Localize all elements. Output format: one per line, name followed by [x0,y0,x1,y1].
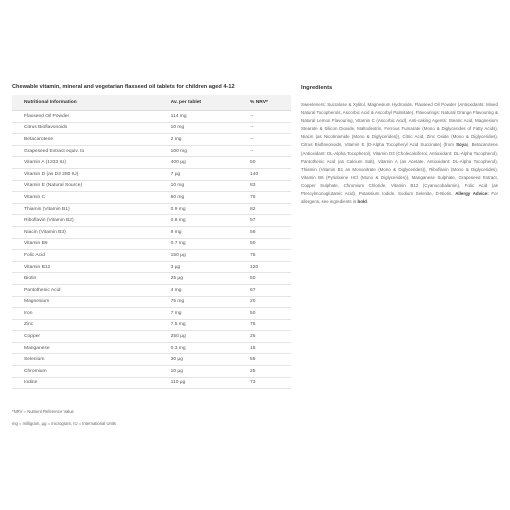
footnote-units: mg = milligram, µg = microgram, IU = International Units [12,421,116,426]
nutrient-name: Manganese [12,342,159,354]
nutrient-name: Selenium [12,354,159,366]
nutrient-name: Thiamin (Vitamin B1) [12,203,159,215]
nutrient-name: Vitamin D (as D3 280 IU) [12,168,159,180]
table-row [12,366,291,378]
nutrient-name: Flaxseed Oil Powder [12,111,159,123]
table-title: Chewable vitamin, mineral and vegetarian flaxseed oil tablets for children aged 4-12 [12,84,235,90]
nrv-percent: 75 [238,250,291,262]
nrv-percent: 120 [238,261,291,273]
amount-per-tablet: 250 µg [159,331,238,343]
nutrient-name: Niacin (Vitamin B3) [12,226,159,238]
amount-per-tablet: 100 mg [159,145,238,157]
allergy-advice-end: . [366,199,369,205]
nrv-percent: 25 [238,366,291,378]
nrv-percent: 50 [238,238,291,250]
header-nrv: % NRV* [238,95,291,111]
amount-per-tablet: 0.8 mg [159,215,238,227]
nutrient-name: Grapeseed Extract equiv. to [12,145,159,157]
nutrient-name: Vitamin E (Natural Source) [12,180,159,192]
nutrient-name: Copper [12,331,159,343]
header-nutritional-information: Nutritional Information [12,95,159,111]
nutrient-name: Zinc [12,319,159,331]
table-row [12,319,291,331]
nrv-percent: 67 [238,284,291,296]
amount-per-tablet: 9 mg [159,226,238,238]
amount-per-tablet: 7.5 mg [159,319,238,331]
amount-per-tablet: 30 µg [159,354,238,366]
nutrient-name: Vitamin B12 [12,261,159,273]
table-row [12,226,291,238]
nrv-percent: 25 [238,331,291,343]
nutrient-name: Iodine [12,377,159,389]
amount-per-tablet: 2 mg [159,134,238,146]
nrv-percent: 57 [238,215,291,227]
amount-per-tablet: 110 µg [159,377,238,389]
nrv-percent: -- [238,111,291,123]
nrv-percent: -- [238,122,291,134]
nrv-percent: 50 [238,157,291,169]
table-row [12,157,291,169]
table-row [12,308,291,320]
nrv-percent: -- [238,134,291,146]
table-row [12,180,291,192]
table-row [12,284,291,296]
nutrient-name: Vitamin B6 [12,238,159,250]
table-row [12,261,291,273]
nutrient-name: Citrus Bioflavonoids [12,122,159,134]
table-row [12,331,291,343]
table-row [12,122,291,134]
amount-per-tablet: 0.7 mg [159,238,238,250]
table-row [12,215,291,227]
allergy-advice-label: Allergy Advice: [455,191,489,197]
amount-per-tablet: 4 mg [159,284,238,296]
nutrition-table [12,95,291,389]
header-av-per-tablet: Av. per tablet [159,95,238,111]
table-row [12,250,291,262]
amount-per-tablet: 7 µg [159,168,238,180]
table-row [12,145,291,157]
table-row [12,273,291,285]
table-row [12,377,291,389]
amount-per-tablet: 25 µg [159,273,238,285]
amount-per-tablet: 114 mg [159,111,238,123]
amount-per-tablet: 10 µg [159,366,238,378]
amount-per-tablet: 150 µg [159,250,238,262]
table-row [12,111,291,123]
nutrient-name: Vitamin A (1333 IU) [12,157,159,169]
table-row [12,192,291,204]
allergy-advice-bold: bold [357,199,367,205]
nrv-percent: 73 [238,377,291,389]
table-row [12,168,291,180]
nrv-percent: 15 [238,342,291,354]
table-row [12,342,291,354]
amount-per-tablet: 75 mg [159,296,238,308]
nutrient-name: Magnesium [12,296,159,308]
amount-per-tablet: 3 µg [159,261,238,273]
nrv-percent: -- [238,145,291,157]
amount-per-tablet: 10 mg [159,180,238,192]
nutrient-name: Biotin [12,273,159,285]
amount-per-tablet: 0.3 mg [159,342,238,354]
ingredients-text [301,101,498,206]
nutrient-name: Pantothenic Acid [12,284,159,296]
nutrient-name: Iron [12,308,159,320]
nrv-percent: 75 [238,192,291,204]
table-row [12,296,291,308]
ingredients-main: Sweeteners: Sucralose & Xylitol, Magnesium Hydroxide, Flaxseed Oil Powder (Antioxidants: Mixed Natural Tocopherols, Ascorbic Acid & Ascorbyl Palmitate), Flavourings: Natural Orange Flavouring & Natural Lemon Flavouring, Vitamin C (Ascorbic Acid), Anti-caking Agents: Stearic Acid, Magnesium Stearate & Silicon Dioxide, Maltodextrin, Ferrous Fumarate (Mono & Diglycerides of Fatty Acids), Niacin (as Nicotinamide (Mono & Diglycerides)), Citric Acid, Zinc Oxide (Mono & Diglycerides), Citrus Bioflavonoids, Vitamin E (D-Alpha Tocopheryl Acid Succinate) (from [301,102,498,148]
amount-per-tablet: 10 mg [159,122,238,134]
amount-per-tablet: 7 mg [159,308,238,320]
allergen-soya: Soya [456,142,467,148]
table-row [12,354,291,366]
nrv-percent: 55 [238,354,291,366]
nrv-percent: 50 [238,308,291,320]
nrv-percent: 75 [238,319,291,331]
ingredients-title: Ingredients [301,85,333,91]
nutrient-name: Folic Acid [12,250,159,262]
nutrient-name: Betacarotene [12,134,159,146]
footnote-nrv: *NRV = Nutrient Reference Value [12,409,74,414]
nrv-percent: 140 [238,168,291,180]
table-row [12,203,291,215]
amount-per-tablet: 60 mg [159,192,238,204]
nutrient-name: Vitamin C [12,192,159,204]
nrv-percent: 83 [238,180,291,192]
nrv-percent: 56 [238,226,291,238]
ingredients-rest: ), Betacarotene (Antioxidant: DL-Alpha Tocopherol), Vitamin D3 (Cholecalciferol, Antioxidant: DL-Alpha Tocopherol), Pantothenic Acid (as Calcium Salt), Vitamin A (as Acetate, Antioxidant: DL-Alpha Tocopherol), Thiamin (Vitamin B1 as Mononitrate (Mono & Diglycerides)), Riboflavin (Mono & Diglycerides), Vitamin B6 (Pyridoxine HCl (Mono & Diglycerides)), Manganese Sulphate, Grapeseed Extract, Copper Sulphate, Chromium Chloride, Vitamin B12 (Cyanocobalamin), Folic Acid (as Pteroylmonoglutamic Acid), Potassium Iodide, Sodium Selenite, D-Biotin. [301,142,498,197]
nutrient-name: Chromium [12,366,159,378]
table-row [12,238,291,250]
nrv-percent: 82 [238,203,291,215]
amount-per-tablet: 0.9 mg [159,203,238,215]
nutrient-name: Riboflavin (Vitamin B2) [12,215,159,227]
amount-per-tablet: 400 µg [159,157,238,169]
table-body [12,111,291,389]
nrv-percent: 50 [238,273,291,285]
table-row [12,134,291,146]
allergy-advice-text: For allergens, see ingredients in [301,191,499,205]
table-header-row [12,95,291,111]
nrv-percent: 20 [238,296,291,308]
